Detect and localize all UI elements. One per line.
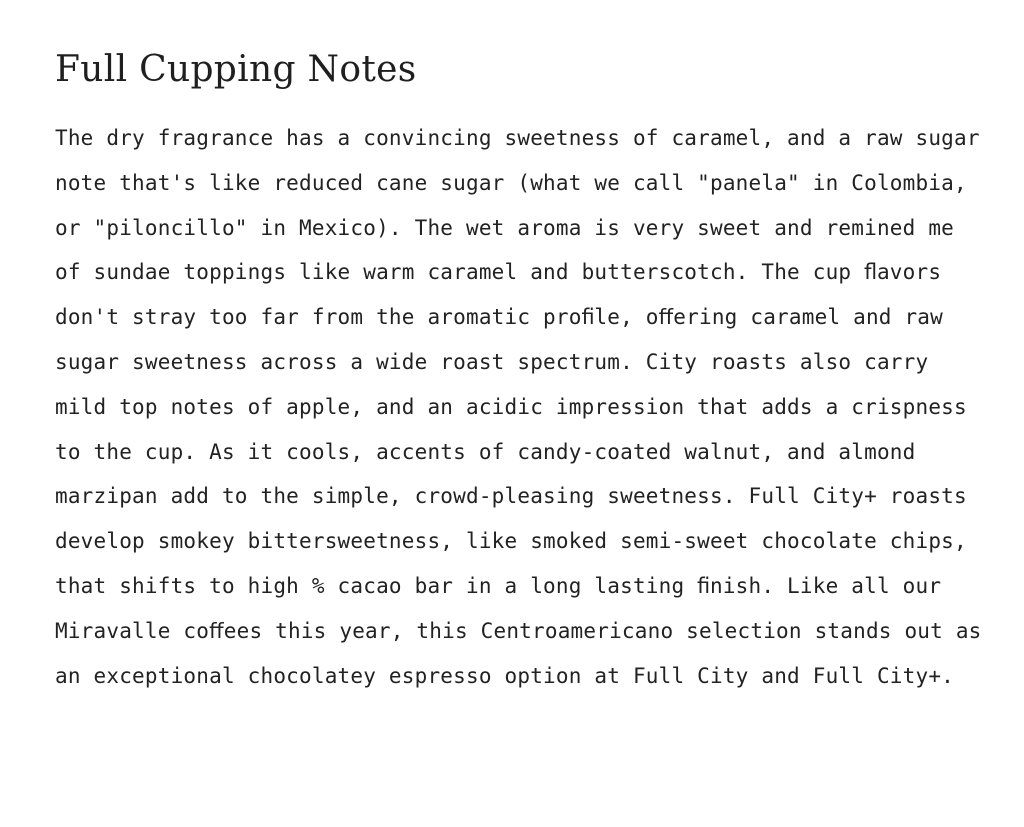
cupping-notes-paragraph: The dry fragrance has a convincing sweetness of caramel, and a raw sugar note that's like reduced cane sugar (what we call "panela" in Colombia, or "piloncillo" in Mexico). The wet aroma is very sweet and remined me of sundae toppings like warm caramel and butterscotch. The cup ﬂavors don't stray too far from the aromatic proﬁle, oﬀering caramel and raw sugar sweetness across a wide roast spectrum. City roasts also carry mild top notes of apple, and an acidic impression that adds a crispness to the cup. As it cools, accents of candy-coated walnut, and almond marzipan add to the simple, crowd-pleasing sweetness. Full City+ roasts develop smokey bittersweetness, like smoked semi-sweet chocolate chips, that shifts to high % cacao bar in a long lasting ﬁnish. Like all our Miravalle coﬀees this year, this Centroamericano selection stands out as an exceptional chocolatey espresso option at Full City and Full City+. <box>55 126 982 688</box>
section-title: Full Cupping Notes <box>55 49 417 90</box>
cupping-notes-section <box>55 44 985 698</box>
